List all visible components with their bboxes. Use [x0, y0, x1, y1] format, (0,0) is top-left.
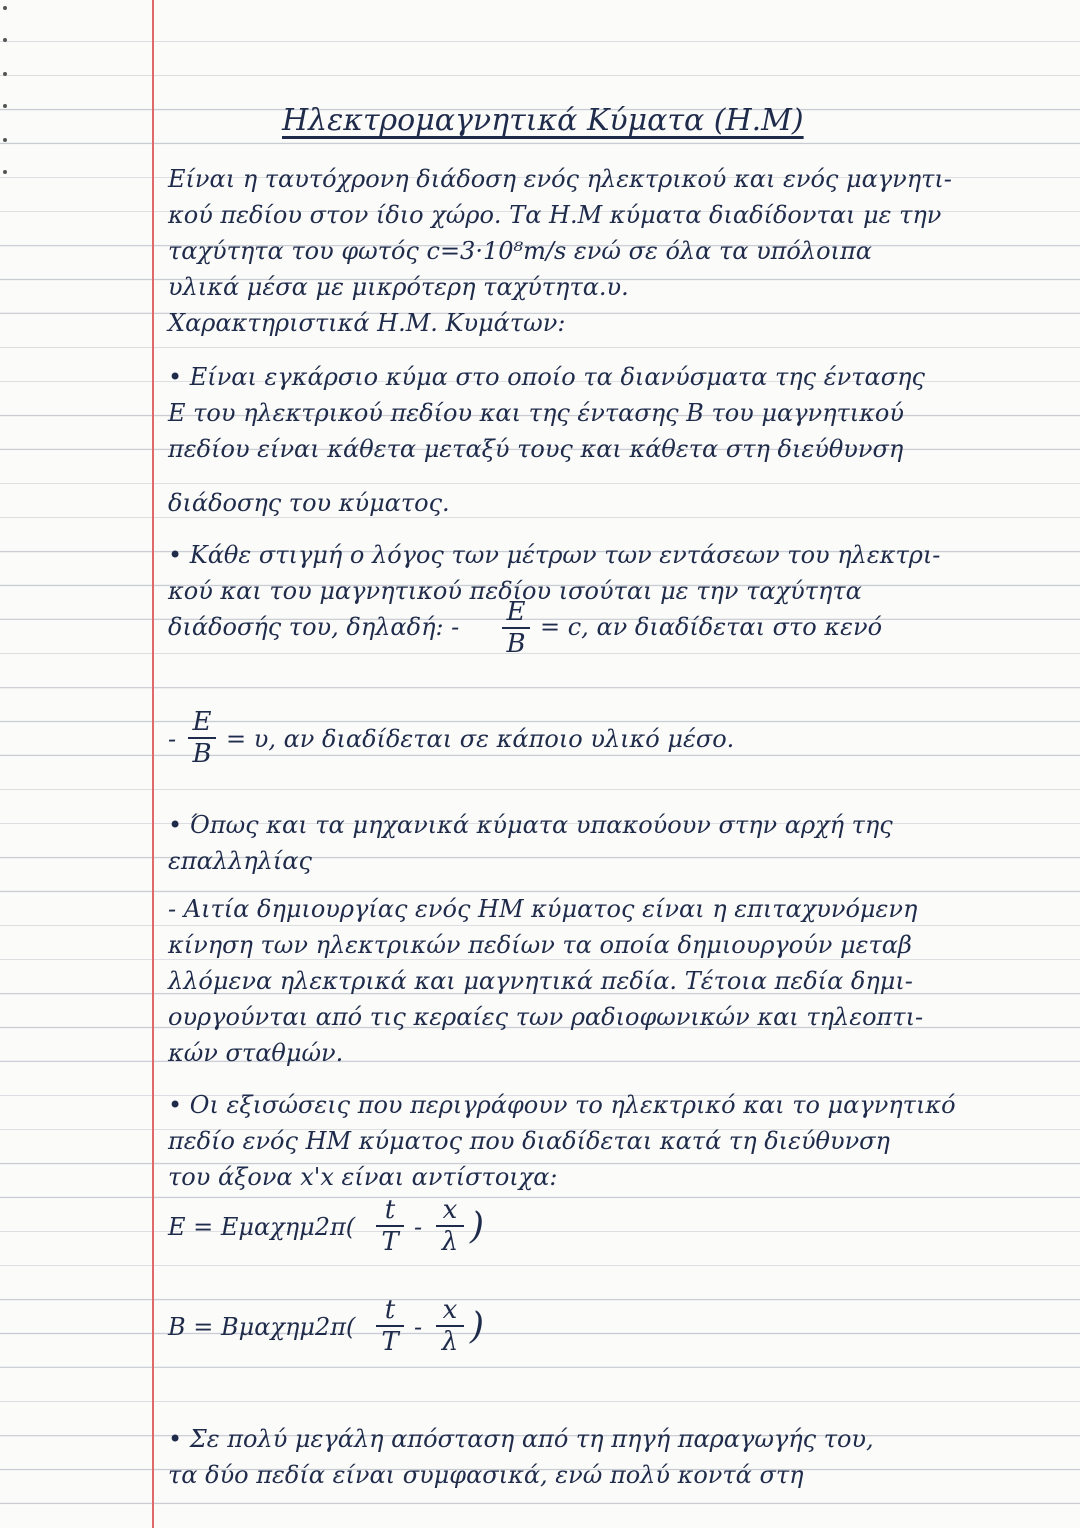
minus-sign: -	[414, 1213, 423, 1241]
fraction-denominator: T	[381, 1227, 399, 1257]
text-line: ουργούνται από τις κεραίες των ραδιοφωνικών και τηλεοπτι-	[168, 1003, 924, 1031]
fraction-numerator: t	[384, 1295, 396, 1325]
fraction-denominator: λ	[441, 1327, 459, 1357]
text-line: • Όπως και τα μηχανικά κύματα υπακούουν στην αρχή της	[168, 811, 893, 839]
fraction-numerator: E	[506, 597, 526, 627]
fraction-denominator: λ	[441, 1227, 459, 1257]
equation-b: B = Bμαχημ2π(	[168, 1313, 356, 1341]
equation-e: E = Eμαχημ2π(	[168, 1213, 356, 1241]
fraction-t-over-T	[376, 1296, 404, 1356]
text-line: Είναι η ταυτόχρονη διάδοση ενός ηλεκτρικού και ενός μαγνητι-	[168, 165, 952, 193]
text-line: λλόμενα ηλεκτρικά και μαγνητικά πεδία. Τέτοια πεδία δημι-	[168, 967, 913, 995]
text-line: υλικά μέσα με μικρότερη ταχύτητα.υ.	[168, 273, 629, 301]
text-line: κών σταθμών.	[168, 1039, 344, 1067]
text-line: του άξονα x'x είναι αντίστοιχα:	[168, 1163, 558, 1191]
text-line: κού πεδίου στον ίδιο χώρο. Τα Η.Μ κύματα διαδίδονται με την	[168, 201, 942, 229]
fraction-numerator: t	[384, 1195, 396, 1225]
fraction-numerator: x	[442, 1195, 458, 1225]
text-line: επαλληλίας	[168, 847, 312, 875]
text-line: πεδίο ενός ΗΜ κύματος που διαδίδεται κατά τη διεύθυνση	[168, 1127, 890, 1155]
fraction-denominator: B	[192, 739, 212, 769]
text-line: κίνηση των ηλεκτρικών πεδίων τα οποία δημιουργούν μεταβ	[168, 931, 912, 959]
text-line: κού και του μαγνητικού πεδίου ισούται με την ταχύτητα	[168, 577, 862, 605]
text-line: • Είναι εγκάρσιο κύμα στο οποίο τα διανύσματα της έντασης	[168, 363, 925, 391]
text-line: • Οι εξισώσεις που περιγράφουν το ηλεκτρικό και το μαγνητικό	[168, 1091, 956, 1119]
fraction-x-over-lambda	[436, 1296, 464, 1356]
text-line: = c, αν διαδίδεται στο κενό	[540, 613, 883, 641]
fraction-numerator: x	[442, 1295, 458, 1325]
text-line: διάδοσης του κύματος.	[168, 489, 450, 517]
text-line: ταχύτητα του φωτός c=3·10⁸m/s ενώ σε όλα τα υπόλοιπα	[168, 237, 872, 265]
text-line: διάδοσής του, δηλαδή: -	[168, 613, 460, 641]
fraction-e-over-b	[502, 598, 530, 658]
text-line: • Κάθε στιγμή ο λόγος των μέτρων των εντάσεων του ηλεκτρι-	[168, 541, 941, 569]
fraction-t-over-T	[376, 1196, 404, 1256]
text-line: -	[168, 725, 177, 753]
text-line: τα δύο πεδία είναι συμφασικά, ενώ πολύ κοντά στη	[168, 1461, 804, 1489]
minus-sign: -	[414, 1313, 423, 1341]
fraction-denominator: T	[381, 1327, 399, 1357]
fraction-numerator: E	[192, 707, 212, 737]
close-paren: )	[470, 1306, 485, 1347]
text-line: E του ηλεκτρικού πεδίου και της έντασης B του μαγνητικού	[168, 399, 904, 427]
section-heading: Χαρακτηριστικά Η.Μ. Κυμάτων:	[168, 309, 566, 337]
fraction-e-over-b	[188, 708, 216, 768]
fraction-denominator: B	[506, 629, 526, 659]
text-line: - Αιτία δημιουργίας ενός ΗΜ κύματος είναι η επιταχυνόμενη	[168, 895, 918, 923]
text-line: = υ, αν διαδίδεται σε κάποιο υλικό μέσο.	[226, 725, 735, 753]
close-paren: )	[470, 1206, 485, 1247]
page-title: Ηλεκτρομαγνητικά Κύματα (Η.Μ)	[282, 103, 804, 138]
text-line: πεδίου είναι κάθετα μεταξύ τους και κάθετα στη διεύθυνση	[168, 435, 904, 463]
fraction-x-over-lambda	[436, 1196, 464, 1256]
text-line: • Σε πολύ μεγάλη απόσταση από τη πηγή παραγωγής του,	[168, 1425, 874, 1453]
